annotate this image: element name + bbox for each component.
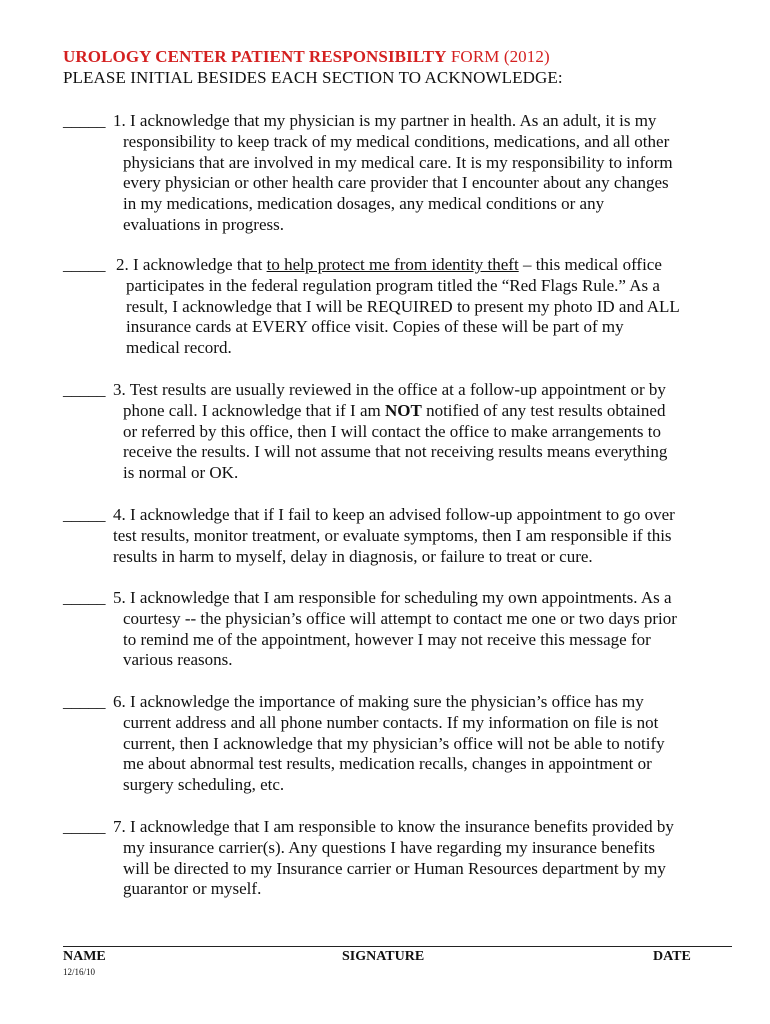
item-text-post: – this medical office [518,255,662,274]
acknowledgment-item-6 [63,692,713,796]
item-line: receive the results. I will not assume that not receiving results means everything [123,442,668,462]
item-line: participates in the federal regulation program titled the “Red Flags Rule.” As a [126,275,660,295]
item-line: results in harm to myself, delay in diagnosis, or failure to treat or cure. [113,546,593,566]
signature-label: SIGNATURE [342,949,425,964]
form-title [63,47,550,67]
form-title-rest: FORM (2012) [446,47,550,66]
item-text [63,255,713,359]
initial-blank[interactable]: _____ [63,505,106,524]
item-line: 4. I acknowledge that if I fail to keep an advised follow-up appointment to go over [113,505,675,524]
item-text [63,111,713,236]
item-line: 3. Test results are usually reviewed in the office at a follow-up appointment or by [113,380,666,399]
initial-blank[interactable]: _____ [63,111,106,130]
item-text [63,380,713,484]
form-instruction: PLEASE INITIAL BESIDES EACH SECTION TO ACKNOWLEDGE: [63,68,563,87]
item-text-pre: 2. I acknowledge that [116,255,267,274]
item-line: physicians that are involved in my medical care. It is my responsibility to inform [123,152,673,172]
item-line: me about abnormal test results, medication recalls, changes in appointment or [123,754,652,774]
form-title-bold: UROLOGY CENTER PATIENT RESPONSIBILTY [63,47,447,66]
signature-line[interactable] [63,946,732,947]
item-text [63,588,713,671]
item-line: various reasons. [123,650,233,670]
acknowledgment-item-4 [63,505,713,567]
item-line: 1. I acknowledge that my physician is my partner in health. As an adult, it is my [113,111,657,130]
item-line: result, I acknowledge that I will be REQUIRED to present my photo ID and ALL [126,296,680,316]
date-label: DATE [653,949,691,964]
identity-theft-underlined: to help protect me from identity theft [266,255,519,274]
item-line: current address and all phone number contacts. If my information on file is not [123,712,659,732]
initial-blank[interactable]: _____ [63,380,106,399]
initial-blank[interactable]: _____ [63,817,106,836]
item-line: medical record. [126,338,232,358]
item-line: 5. I acknowledge that I am responsible for scheduling my own appointments. As a [113,588,672,607]
item-line: or referred by this office, then I will contact the office to make arrangements to [123,421,661,441]
item-line: surgery scheduling, etc. [123,775,285,795]
revision-date: 12/16/10 [63,967,96,977]
acknowledgment-item-2 [63,255,713,359]
item-line-first [116,255,713,276]
item-line: 7. I acknowledge that I am responsible to know the insurance benefits provided by [113,817,674,836]
item-line: in my medications, medication dosages, any medical conditions or any [123,194,605,214]
initial-blank[interactable]: _____ [63,588,106,607]
item-line: current, then I acknowledge that my physician’s office will not be able to notify [123,733,665,753]
item-text [63,817,713,900]
initial-blank[interactable]: _____ [63,255,106,274]
item-line: to remind me of the appointment, however I may not receive this message for [123,629,651,649]
item-line: evaluations in progress. [123,214,284,234]
item-line: my insurance carrier(s). Any questions I have regarding my insurance benefits [123,837,656,857]
item-line: responsibility to keep track of my medical conditions, medications, and all other [123,131,670,151]
item-line: test results, monitor treatment, or evaluate symptoms, then I am responsible if this [113,525,672,545]
item-line: every physician or other health care provider that I encounter about any changes [123,173,669,193]
item-line: courtesy -- the physician’s office will attempt to contact me one or two days prior [123,608,677,628]
item-text [63,692,713,796]
acknowledgment-item-3 [63,380,713,484]
initial-blank[interactable]: _____ [63,692,106,711]
item-line: 6. I acknowledge the importance of making sure the physician’s office has my [113,692,644,711]
item-line: is normal or OK. [123,463,239,483]
item-line: will be directed to my Insurance carrier or Human Resources department by my [123,858,666,878]
item-line: guarantor or myself. [123,879,262,899]
emphasis-not: NOT [384,400,422,420]
acknowledgment-item-1 [63,111,713,236]
item-line: insurance cards at EVERY office visit. Copies of these will be part of my [126,317,624,337]
item-text [63,505,713,567]
item-line: phone call. I acknowledge that if I am NOT notified of any test results obtained [123,400,666,420]
name-label: NAME [63,949,106,964]
acknowledgment-item-5 [63,588,713,671]
acknowledgment-item-7 [63,817,713,900]
